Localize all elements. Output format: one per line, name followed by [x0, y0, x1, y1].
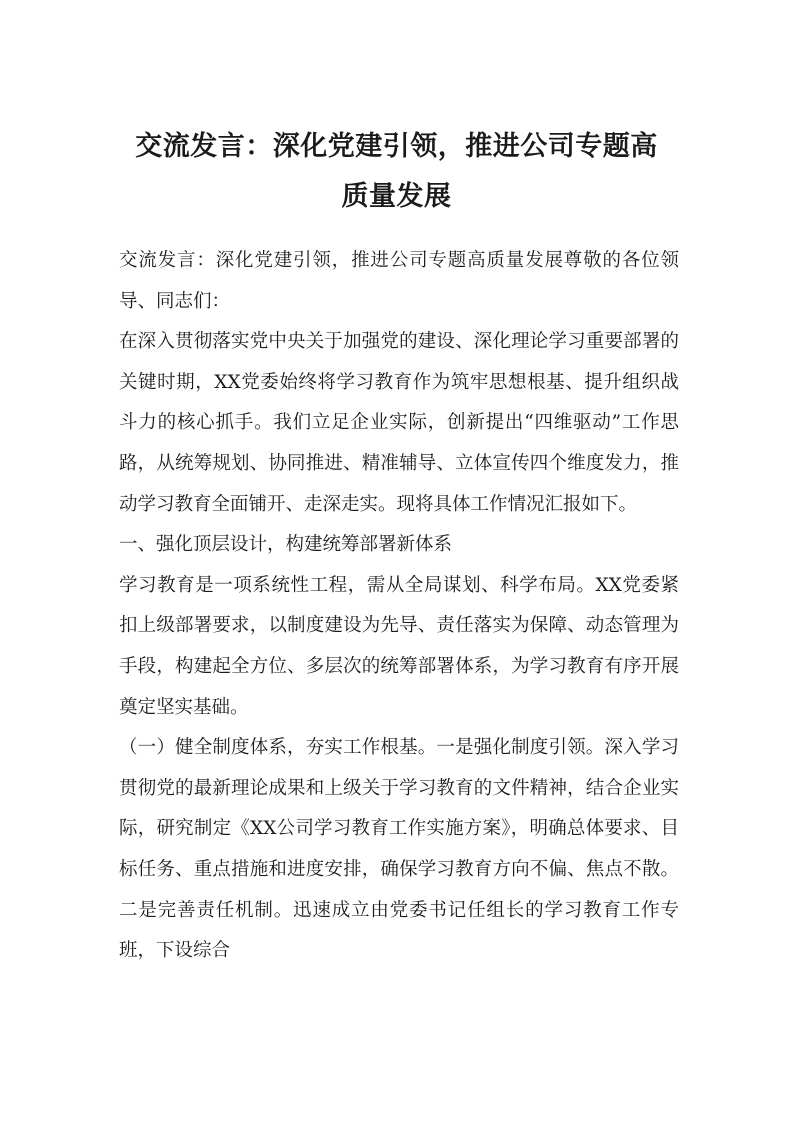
title-line-2: 质量发展: [341, 181, 452, 212]
document-body: [119, 241, 679, 972]
salutation-paragraph: 交流发言：深化党建引领，推进公司专题高质量发展尊敬的各位领导、同志们：: [119, 250, 679, 312]
intro-paragraph: 在深入贯彻落实党中央关于加强党的建设、深化理论学习重要部署的关键时期，XX党委始终将学习教育作为筑牢思想根基、提升组织战斗力的核心抓手。我们立足企业实际，创新提出“四维驱动”工作思路，从统筹规划、协同推进、精准辅导、立体宣传四个维度发力，推动学习教育全面铺开、走深走实。现将具体工作情况汇报如下。: [119, 331, 679, 515]
document-title: [100, 122, 693, 222]
section-1-paragraph: 学习教育是一项系统性工程，需从全局谋划、科学布局。XX党委紧扣上级部署要求，以制度建设为先导、责任落实为保障、动态管理为手段，构建起全方位、多层次的统筹部署体系，为学习教育有序开展奠定坚实基础。: [119, 574, 679, 718]
subsection-1-paragraph: （一）健全制度体系，夯实工作根基。一是强化制度引领。深入学习贯彻党的最新理论成果和上级关于学习教育的文件精神，结合企业实际，研究制定《XX公司学习教育工作实施方案》，明确总体要求、目标任务、重点措施和进度安排，确保学习教育方向不偏、焦点不散。二是完善责任机制。迅速成立由党委书记任组长的学习教育工作专班，下设综合: [119, 737, 679, 962]
title-line-1: 交流发言：深化党建引领，推进公司专题高: [135, 131, 658, 162]
section-heading-1: 一、强化顶层设计，构建统筹部署新体系: [119, 534, 453, 556]
